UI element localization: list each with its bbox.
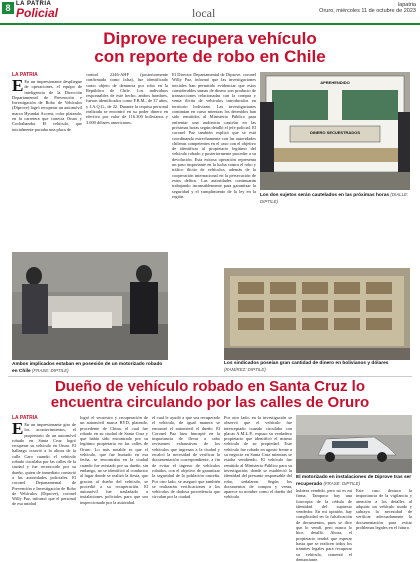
sign-money-seized: DINERO SECUESTRADOS: [309, 130, 360, 135]
story1-column-2: [86, 72, 168, 249]
story2-col1-text: En un impresionante giro de los acontecimientos, el propietario de un automóvil robado en Santa Cruz logró recuperar su vehículo en Oruro. El hallazgo ocurrió a la altura de la calle Caro cuando el vehículo robado circulaba por las calles de la ciudad y fue reconocido por su dueño, quien de inmediato contactó a las autoridades policiales. El coronel Departamental de Prevención e Investigación de Robo de Vehículos (Diprove), coronel Willy Paz, informó que el personal de esa unidad: [12, 422, 76, 507]
story2-kicker: LA PATRIA: [12, 415, 38, 421]
story1-kicker: LA PATRIA: [12, 72, 38, 78]
story-divider: [8, 376, 412, 377]
sign-apprehended: APREHENDIDO: [320, 80, 350, 85]
photo1-caption-text: Ambos implicados estaban en posesión de un motorizado robado en Chile: [12, 362, 163, 374]
page-header: [0, 0, 420, 30]
photo-money-caption: [224, 361, 410, 373]
story2-headline-line2: encuentra circulando por las calles de Oruro: [50, 394, 370, 411]
section-name: local: [192, 6, 216, 20]
story1-col2-text: control 2246-AHP (posteriormente confirmada como falsa), fue identificado como objeto de denuncia por robo en la República de Chile. Los individuos responsables de este hecho, ambos hombres, fueron identificados como F.B.M., de 37 años, y J.A.Q.G., de 22. Durante la requisa personal realizada se encontró en su poder dinero en efectivo por valor de 116.300 bolivianos y 3.000 dólares americanos.: [86, 72, 168, 125]
photo3-credit: (RAMÍREZ: DIPTILE): [224, 366, 266, 372]
story2-column-4: [224, 415, 292, 524]
photo2-credit: (DIALLE: DIPTILE): [260, 192, 409, 204]
story2-col4-text: Por otro lado, en la investigación se observó que el vehículo fue interceptado cuando circulaba con placas A.M.L.P., expuso su verdadero propietario que identificó el mismo vehículo de su propiedad. Este vehículo fue robado en agosto frente a su negocio en Santa Cruz mientras se estaba vendiendo. El vehículo fue remitido al Ministerio Público para su investigación, donde se estableció la identidad del presunto responsable del robo, señalaron. Según los documentos de compra y venta, aparece su nombre como el dueño del vehículo.: [224, 415, 292, 500]
story2-headline-line1: Dueño de vehículo robado en Santa Cruz lo: [54, 378, 366, 395]
dropcap-2: E: [12, 419, 24, 438]
photo-suspects: [12, 252, 168, 360]
header-rule: [0, 23, 420, 25]
story1-column-1: [12, 76, 82, 249]
story1-col3-text: El Director Departamental de Diprove, coronel Willy Paz, informó que las investigaciones iniciales han permitido evidenciar que estos considerables sumas de dinero son producto de transacciones relacionadas con la compra y venta ilícita de vehículos introducidos en territorio boliviano. Las investigaciones continúan en curso mientras los detenidos han sido remitidos al Ministerio Público para enfrentar una audiencia cautelar en las próximas horas según detalló el jefe policial. El coronel Paz también explicó que se está coordinando estrechamente con las autoridades chilenas competentes en el caso con el objetivo de identificar al propietario legítimo del vehículo robado y posteriormente proceder a su devolución. Esta exitosa operación representa un paso importante en la lucha contra el robo y tráfico ilícito de vehículos, además de la cooperación internacional en la persecución de estos delitos. Las autoridades continuarán trabajando incansablemente para garantizar la seguridad y el cumplimiento de la ley en la región.: [172, 72, 256, 199]
story2-headline: [0, 379, 420, 411]
photo4-caption-text: El motorizado en instalaciones de Diprove tras ser recuperado: [296, 475, 412, 487]
story2-col3-text: el cual le ayudó a que sea recuperado el vehículo, de igual manera se encontró el automóvil el dueño. El Coronel Paz hizo hincapié en la importancia de llevar a cabo revisiones exhaustivas de los vehículos que ingresan a la ciudad y recalcó la necesidad de verificar la documentación correspondiente, a fin de evitar el ingreso de vehículos robados, con el objetivo de garantizar la seguridad de la población orureña. Por otro lado, se aseguró que también se realizarán verificaciones a los vehículos de dudosa procedencia que circulan por la ciudad.: [152, 415, 220, 500]
page-number: 8: [2, 2, 14, 14]
story2-col2-text: logró el secuestro y recuperación de un automóvil marca BYD, plateado, procedente de China, el cual fue robado en su ciudad de Santa Cruz y que había sido encontrado por su legítimo propietario en las calles de Oruro. Lo más notable es que el vehículo, que fue hurtado en esa fecha, se encontraba en la ciudad cuando fue avistado por su dueño, sin embargo, no se identificó al conductor al lugar donde se realizó la fiesta, que gracias al dueño del vehículo, se procedió a su recuperación. El automóvil fue trasladado a instalaciones policiales para que sea inspeccionado por la autoridad.: [80, 415, 148, 505]
dateline: Oruro, miércoles 11 de octubre de 2023: [319, 8, 416, 14]
photo2-caption-text: Los dos sujetos serán cautelados en las próximas horas: [260, 193, 390, 198]
photo3-caption-text: Los sindicados poseían gran cantidad de dinero en bolivianos y dólares: [224, 361, 389, 366]
story2-column-5: [296, 488, 352, 562]
photo-evidence-board: [260, 72, 410, 190]
suspects-illustration: [12, 252, 168, 360]
story1-col1-text: En un impresionante despliegue de operaciones, el equipo de inteligencia de la Dirección Departamental de Prevención e Investigación de Robo de Vehículos (Diprove) logró recuperar un automóvil marca Hyundai Accent, color plateado, en la carretera que conecta Oruro y Cochabamba. El vehículo, que inicialmente portaba una placa de: [12, 79, 82, 132]
photo-suspects-caption: [12, 362, 168, 374]
story1-headline-line1: Diprove recupera vehículo: [103, 29, 317, 48]
photo1-credit: (FRASE: DIPTILE): [32, 367, 69, 373]
photo-car: [296, 415, 412, 473]
dropcap: E: [12, 76, 24, 95]
story2-col6-text: Este caso destaca la importancia de la vigilancia y atención a los detalles al adquirir un vehículo usado y subraya la necesidad de verificar adecuadamente la documentación para evitar problemas legales en el futuro.: [356, 488, 412, 531]
story2-column-2: [80, 415, 148, 524]
story2-col5-text: hubiera vendido, pero no es mi firma. Tampoco hay una fotocopia de la cédula de identidad del supuesto vendedor. En mi opinión, hay complicidad en la falsificación de documentos, pues se dice que lo vendí, pero nunca lo hice, detalló. Ahora, el propietario tendrá que esperar hasta que se realicen todos los trámites legales para recuperar su vehículo, comentó el denunciante.: [296, 488, 352, 562]
story2-column-3: [152, 415, 220, 524]
story2-column-6: [356, 488, 412, 531]
site-name: lapatria: [397, 2, 416, 8]
photo-board-caption: [260, 192, 410, 205]
story2-column-1: [12, 419, 76, 524]
section-brand: Policial: [16, 6, 59, 20]
brand-top: LA PATRIA: [16, 1, 52, 7]
photo4-credit: (FRASE: DIPTILE): [323, 480, 361, 486]
photo-money: [224, 268, 410, 360]
money-illustration: [224, 268, 410, 360]
story1-headline: [0, 30, 420, 66]
photo-car-caption: [296, 475, 412, 487]
car-illustration: [296, 415, 412, 473]
story1-headline-line2: con reporte de robo en Chile: [94, 47, 326, 66]
